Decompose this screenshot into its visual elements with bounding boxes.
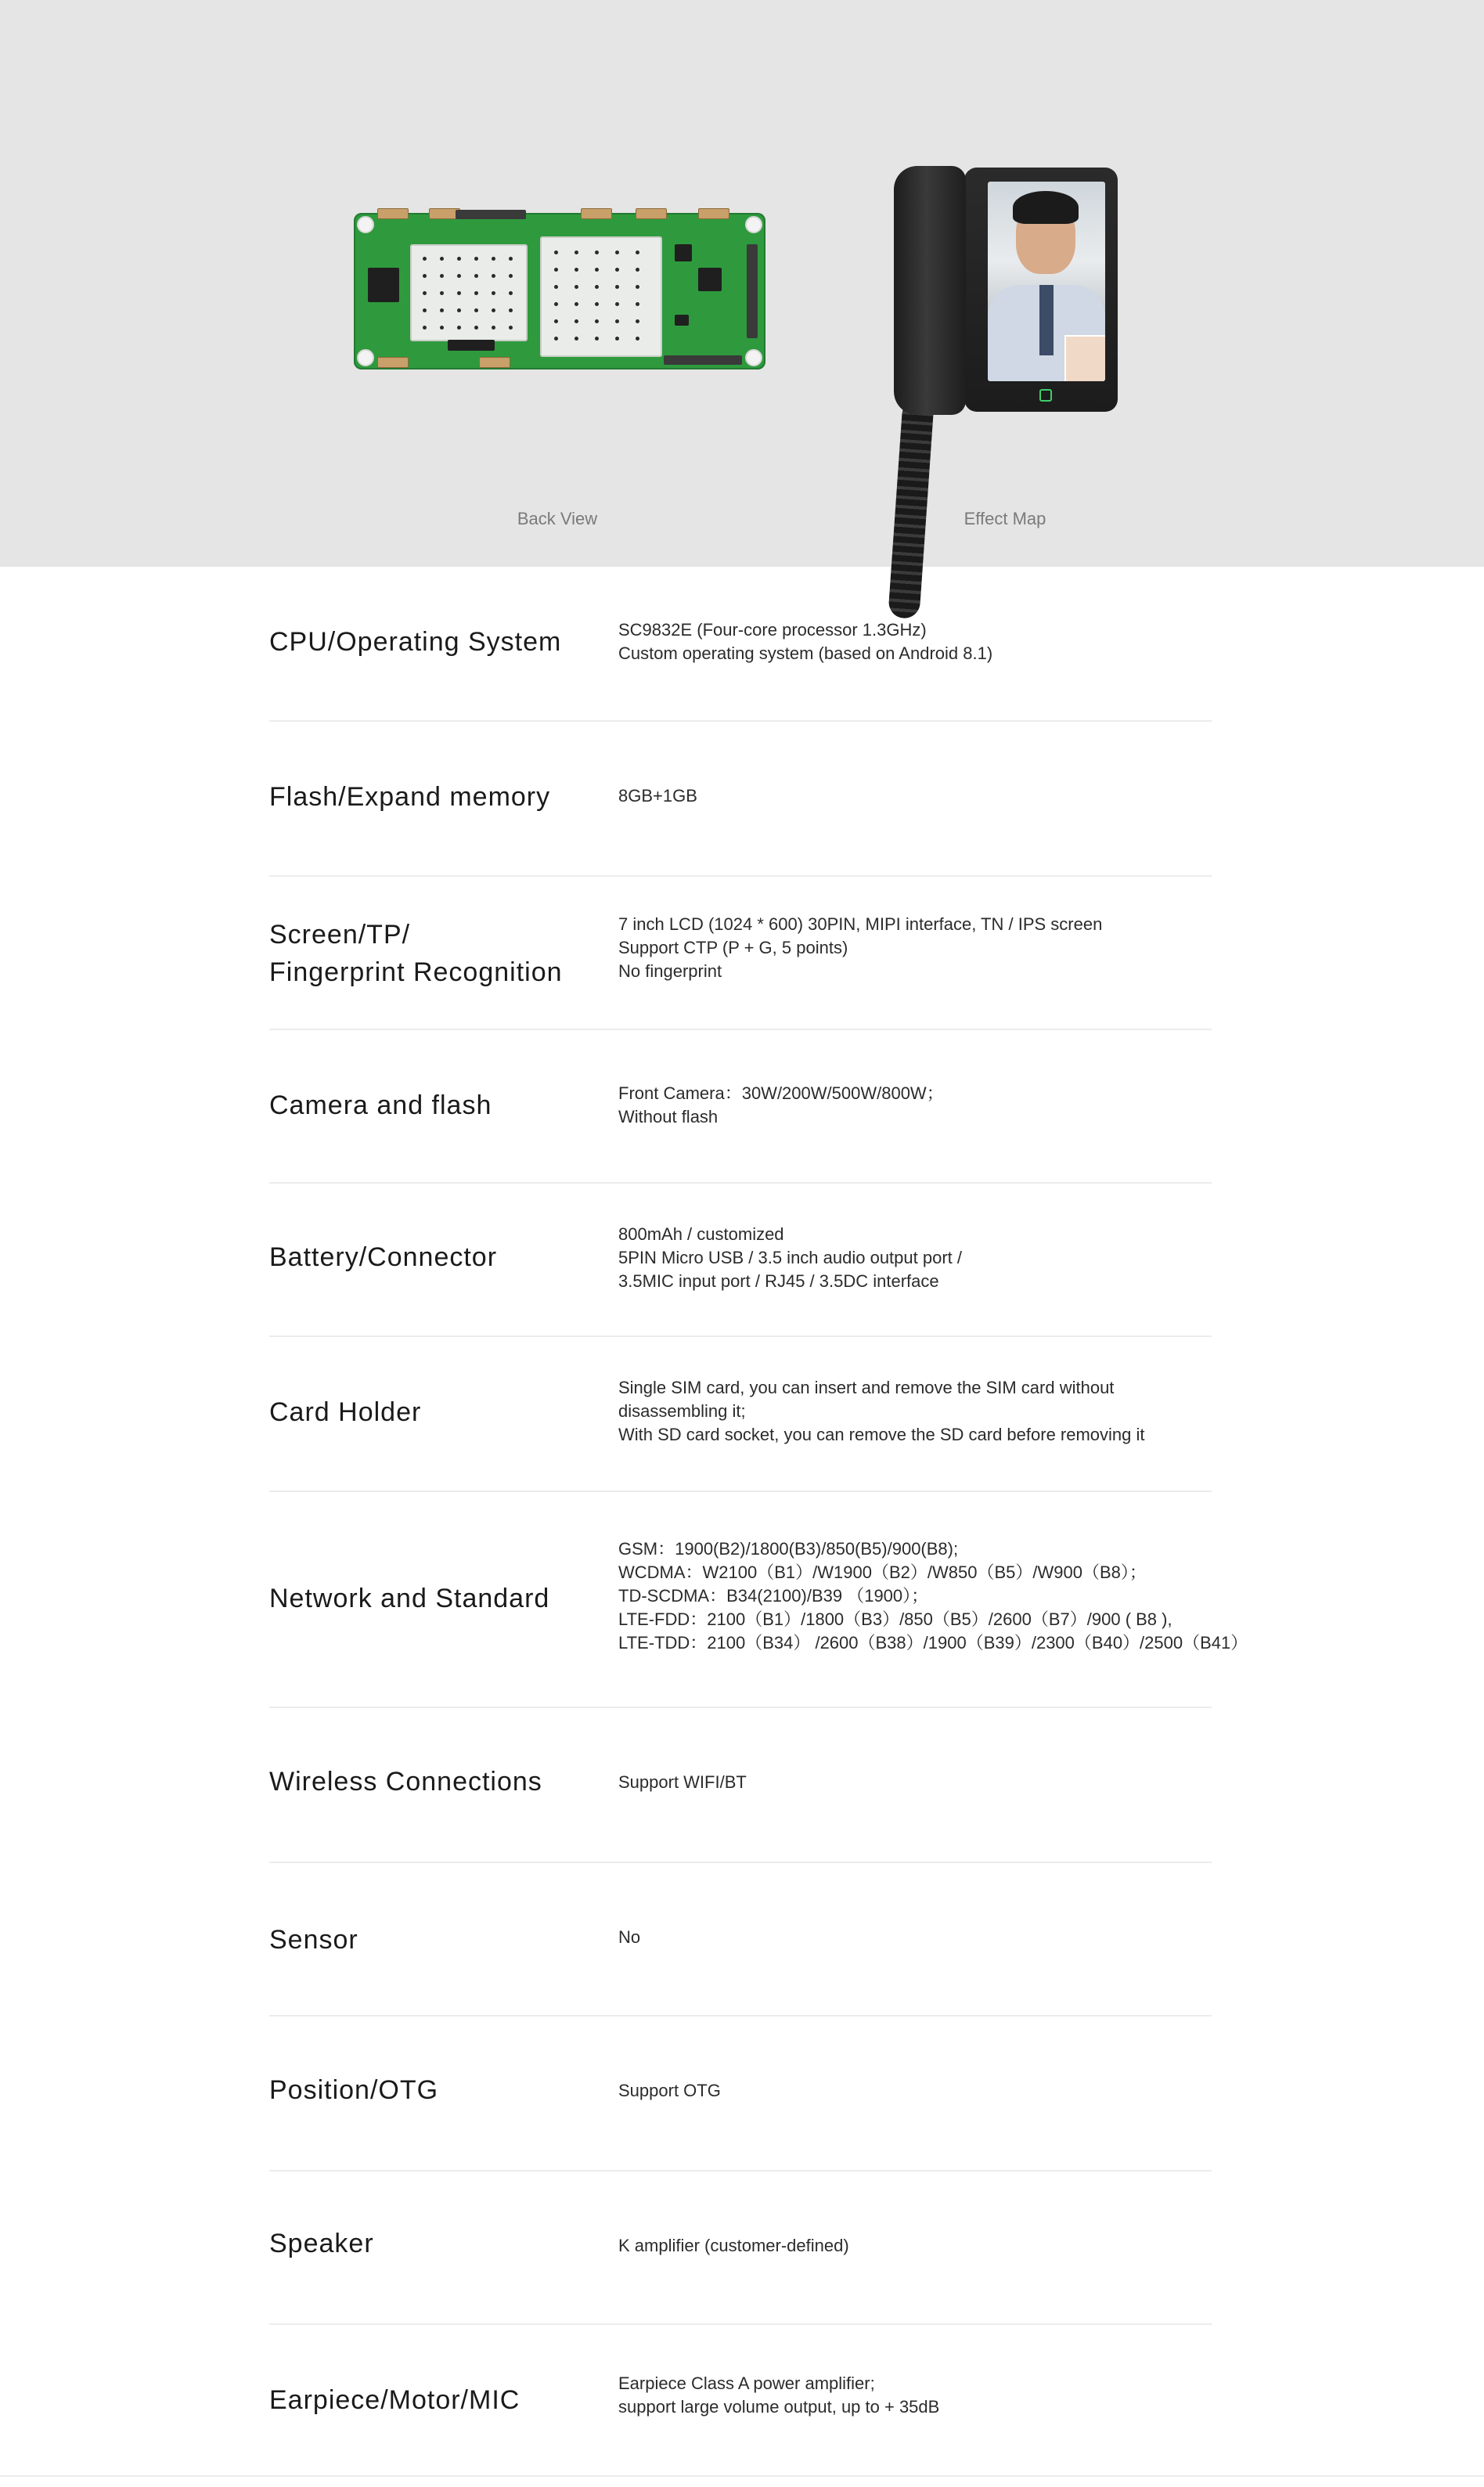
- solder-dot: [554, 337, 558, 341]
- spec-label: [269, 2071, 606, 2109]
- spec-label: [269, 1763, 606, 1800]
- spec-value: [618, 2234, 1307, 2258]
- connector: [377, 208, 409, 219]
- spec-value-line: Without flash: [618, 1107, 719, 1126]
- ic-chip: [448, 340, 495, 351]
- solder-dot: [575, 268, 578, 272]
- spec-label: [269, 2225, 606, 2262]
- spec-value: [618, 1771, 1307, 1794]
- spec-value: [618, 1537, 1307, 1655]
- solder-dot: [615, 285, 619, 289]
- solder-dot: [575, 319, 578, 323]
- spec-label: [269, 2381, 606, 2419]
- solder-dot: [554, 302, 558, 306]
- spec-value-line: Earpiece Class A power amplifier;: [618, 2373, 875, 2393]
- spec-label-line: Network and Standard: [269, 1584, 550, 1613]
- solder-dot: [615, 302, 619, 306]
- spec-value-line: 3.5MIC input port / RJ45 / 3.5DC interface: [618, 1271, 939, 1291]
- solder-dot: [595, 285, 599, 289]
- ic-chip: [698, 268, 722, 291]
- spec-value: [618, 1082, 1307, 1129]
- spec-value: [618, 2372, 1307, 2419]
- spec-row: [269, 2015, 1212, 2172]
- divider: [0, 2475, 1484, 2477]
- product-hero: [0, 0, 1484, 567]
- spec-label: [269, 1921, 606, 1959]
- spec-label-line: Position/OTG: [269, 2075, 439, 2105]
- spec-label: [269, 623, 606, 661]
- sd-slot: [368, 268, 399, 302]
- solder-dot: [492, 326, 495, 330]
- solder-dot: [554, 251, 558, 254]
- solder-dot: [575, 285, 578, 289]
- spec-row: [269, 1182, 1212, 1337]
- spec-value-line: Custom operating system (based on Android 8.1): [618, 643, 993, 663]
- mount-hole: [745, 216, 762, 233]
- spec-row: [269, 1335, 1212, 1492]
- solder-dot: [509, 291, 513, 295]
- solder-dot: [636, 337, 639, 341]
- connector: [479, 357, 510, 368]
- solder-dot: [595, 302, 599, 306]
- spec-row: [269, 1862, 1212, 2017]
- spec-value: [618, 1376, 1307, 1447]
- solder-dot: [509, 308, 513, 312]
- solder-dot: [423, 291, 427, 295]
- spec-value-line: 8GB+1GB: [618, 786, 697, 806]
- spec-value-line: Front Camera：30W/200W/500W/800W；: [618, 1083, 944, 1103]
- solder-dot: [423, 326, 427, 330]
- solder-dot: [440, 257, 444, 261]
- solder-dot: [457, 257, 461, 261]
- ic-chip: [675, 315, 689, 326]
- solder-dot: [423, 308, 427, 312]
- solder-dot: [457, 326, 461, 330]
- solder-dot: [636, 285, 639, 289]
- mount-hole: [745, 349, 762, 366]
- spec-value-line: SC9832E (Four-core processor 1.3GHz): [618, 620, 927, 640]
- spec-value-line: WCDMA：W2100（B1）/W1900（B2）/W850（B5）/W900（B8）；: [618, 1562, 1147, 1582]
- spec-label: [269, 778, 606, 816]
- solder-dot: [440, 274, 444, 278]
- solder-dot: [615, 251, 619, 254]
- solder-dot: [615, 337, 619, 341]
- pcb-board-image: [354, 213, 765, 369]
- spec-label: [269, 916, 606, 991]
- solder-dot: [440, 308, 444, 312]
- spec-value-line: Single SIM card, you can insert and remove the SIM card without: [618, 1378, 1115, 1397]
- spec-value: [618, 2079, 1307, 2103]
- spec-value-line: disassembling it;: [618, 1401, 746, 1421]
- ic-chip: [675, 244, 692, 261]
- spec-row: [269, 875, 1212, 1030]
- solder-dot: [509, 326, 513, 330]
- spec-row: [269, 1490, 1248, 1708]
- solder-dot: [492, 308, 495, 312]
- solder-dot: [636, 251, 639, 254]
- spec-label: [269, 1580, 606, 1617]
- spec-row: [269, 2323, 1212, 2477]
- spec-value: [618, 618, 1307, 665]
- solder-dot: [595, 268, 599, 272]
- solder-dot: [457, 308, 461, 312]
- solder-dot: [636, 319, 639, 323]
- solder-dot: [474, 291, 478, 295]
- solder-dot: [636, 302, 639, 306]
- effect-map-caption: Effect Map: [964, 509, 1046, 528]
- solder-dot: [440, 291, 444, 295]
- spec-value-line: No fingerprint: [618, 961, 722, 981]
- spec-label-line: Card Holder: [269, 1397, 422, 1427]
- solder-dot: [575, 337, 578, 341]
- spec-label-line: Screen/TP/: [269, 920, 411, 950]
- connector: [698, 208, 729, 219]
- spec-row: [269, 720, 1212, 877]
- spec-label-line: Wireless Connections: [269, 1767, 542, 1797]
- desk-phone-image: [892, 164, 1127, 634]
- solder-dot: [615, 319, 619, 323]
- solder-dot: [457, 274, 461, 278]
- spec-value-line: With SD card socket, you can remove the SD card before removing it: [618, 1425, 1145, 1444]
- spec-label-line: Sensor: [269, 1925, 358, 1955]
- rf-shield: [540, 236, 662, 357]
- spec-label: [269, 1393, 606, 1431]
- phone-handset: [894, 166, 966, 415]
- solder-dot: [575, 302, 578, 306]
- solder-dot: [575, 251, 578, 254]
- spec-value: [618, 913, 1307, 983]
- solder-dot: [509, 257, 513, 261]
- solder-dot: [509, 274, 513, 278]
- ffc-slot: [456, 210, 526, 219]
- spec-value-line: Support WIFI/BT: [618, 1772, 747, 1792]
- spec-label: [269, 1238, 606, 1276]
- solder-dot: [554, 268, 558, 272]
- connector: [377, 357, 409, 368]
- spec-label-line: Flash/Expand memory: [269, 782, 551, 812]
- spec-row: [269, 1707, 1212, 1863]
- solder-dot: [554, 285, 558, 289]
- spec-label-line: Speaker: [269, 2229, 374, 2258]
- phone-screen: [988, 182, 1105, 381]
- solder-dot: [595, 337, 599, 341]
- spec-value-line: support large volume output, up to + 35dB: [618, 2397, 940, 2417]
- spec-value: [618, 1926, 1307, 1949]
- spec-row: [269, 2170, 1212, 2325]
- spec-label-line: Battery/Connector: [269, 1242, 498, 1272]
- spec-label: [269, 1087, 606, 1124]
- connector: [636, 208, 667, 219]
- solder-dot: [440, 326, 444, 330]
- spec-value-line: TD-SCDMA：B34(2100)/B39 （1900）；: [618, 1586, 929, 1606]
- solder-dot: [423, 257, 427, 261]
- spec-label-line: CPU/Operating System: [269, 627, 562, 657]
- mount-hole: [357, 216, 374, 233]
- spec-value-line: K amplifier (customer-defined): [618, 2236, 849, 2255]
- spec-value: [618, 1223, 1307, 1293]
- spec-row: [269, 567, 1212, 722]
- spec-row: [269, 1029, 1212, 1184]
- solder-dot: [423, 274, 427, 278]
- mount-hole: [357, 349, 374, 366]
- solder-dot: [615, 268, 619, 272]
- spec-value-line: 7 inch LCD (1024 * 600) 30PIN, MIPI interface, TN / IPS screen: [618, 914, 1103, 934]
- spec-value-line: GSM：1900(B2)/1800(B3)/850(B5)/900(B8);: [618, 1539, 959, 1559]
- side-slot: [747, 244, 758, 338]
- spec-value: [618, 784, 1307, 808]
- solder-dot: [492, 257, 495, 261]
- solder-dot: [474, 257, 478, 261]
- spec-label-line: Fingerprint Recognition: [269, 957, 563, 987]
- connector: [581, 208, 612, 219]
- spec-value-line: 800mAh / customized: [618, 1224, 784, 1244]
- back-view-caption: Back View: [517, 509, 598, 528]
- solder-dot: [492, 274, 495, 278]
- solder-dot: [457, 291, 461, 295]
- solder-dot: [474, 326, 478, 330]
- spec-label-line: Earpiece/Motor/MIC: [269, 2385, 520, 2415]
- spec-label-line: Camera and flash: [269, 1090, 492, 1120]
- spec-value-line: LTE-TDD：2100（B34） /2600（B38）/1900（B39）/2300（B40）/2500（B41）: [618, 1633, 1248, 1653]
- spec-value-line: Support CTP (P + G, 5 points): [618, 938, 848, 957]
- spec-value-line: 5PIN Micro USB / 3.5 inch audio output port /: [618, 1248, 963, 1267]
- solder-dot: [492, 291, 495, 295]
- ffc-slot: [664, 355, 742, 365]
- spec-value-line: No: [618, 1927, 641, 1947]
- solder-dot: [474, 274, 478, 278]
- spec-value-line: Support OTG: [618, 2081, 721, 2100]
- solder-dot: [636, 268, 639, 272]
- home-button-icon: [1039, 389, 1052, 402]
- solder-dot: [474, 308, 478, 312]
- solder-dot: [595, 319, 599, 323]
- solder-dot: [554, 319, 558, 323]
- spec-value-line: LTE-FDD：2100（B1）/1800（B3）/850（B5）/2600（B7）/900 ( B8 ),: [618, 1609, 1172, 1629]
- solder-dot: [595, 251, 599, 254]
- video-call-thumbnail: [1064, 335, 1105, 381]
